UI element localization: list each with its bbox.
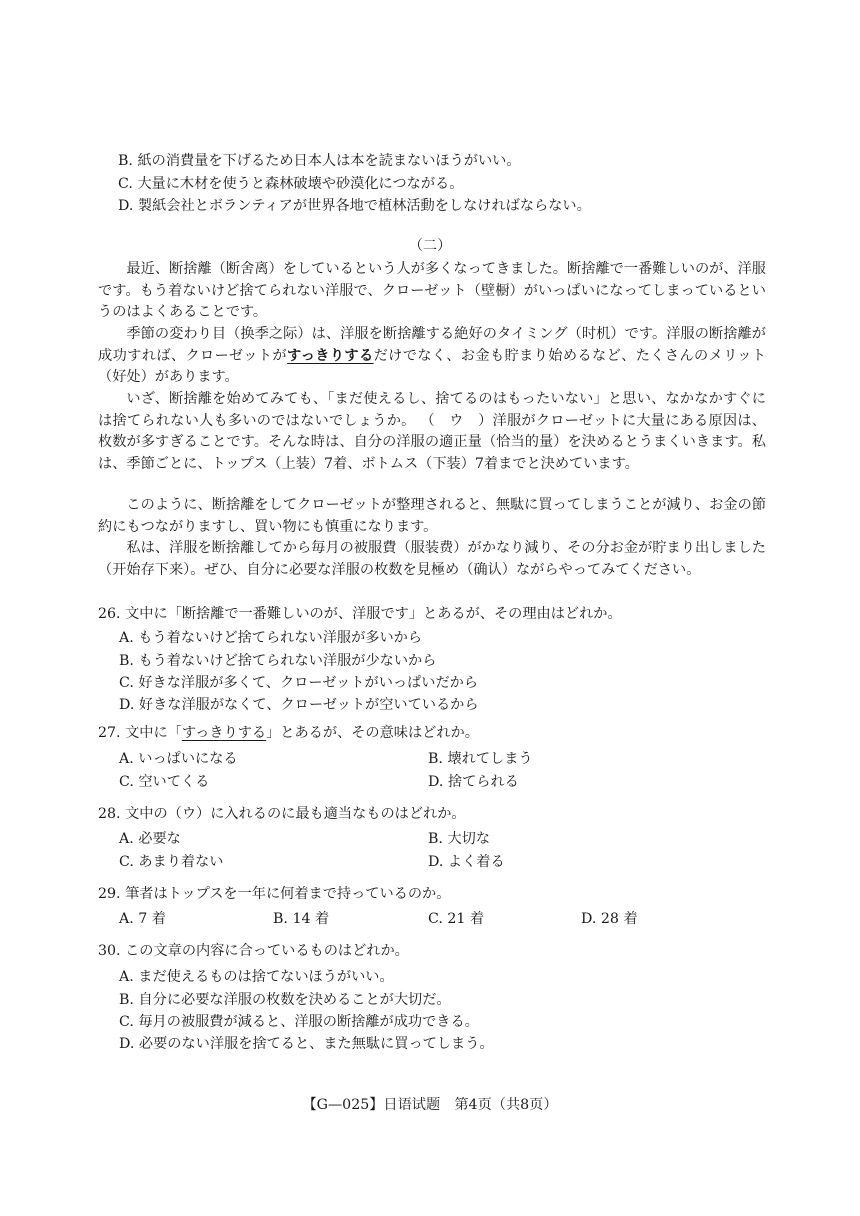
- q28-option-b: B. 大切な: [428, 831, 491, 847]
- underlined-phrase: すっきりする: [286, 347, 374, 364]
- question-30: 30. この文章の内容に合っているものはどれか。: [98, 943, 409, 959]
- question-26: 26. 文中に「断捨離で一番難しいのが、洋服です」とあるが、その理由はどれか。: [98, 606, 622, 622]
- q28-option-a: A. 必要な: [119, 831, 181, 847]
- q28-option-d: D. よく着る: [428, 854, 505, 870]
- paragraph-2-before: 季節の変わり目（换季之际）は、洋服を断捨離する絶好のタイミング（时机）です。洋服の断捨離が成功すれば、クローゼットが: [98, 326, 766, 364]
- q30-option-b: B. 自分に必要な洋服の枚数を決めることが大切だ。: [119, 992, 451, 1008]
- paragraph-4: このように、断捨離をしてクローゼットが整理されると、無駄に買ってしまうことが減り、お金の節約にもつながりますし、買い物にも慎重になります。: [98, 497, 766, 535]
- prev-option-c: C. 大量に木材を使うと森林破壊や砂漠化につながる。: [118, 176, 464, 192]
- q27-option-d: D. 捨てられる: [428, 774, 519, 790]
- section-title: （二）: [408, 238, 452, 254]
- q27-option-c: C. 空いてくる: [119, 774, 210, 790]
- paragraph-5: 私は、洋服を断捨離してから毎月の被服費（服装费）がかなり減り、その分お金が貯まり出しました（开始存下来）。ぜひ、自分に必要な洋服の枚数を見極め（确认）ながらやってみてください。: [98, 540, 766, 578]
- paragraph-3: いざ、断捨離を始めてみても、「まだ使えるし、捨てるのはもったいない」と思い、なかなかすぐには捨てられない人も多いのではないでしょうか。 （ ウ ）洋服がクローゼットに大量にある原因は、枚数が多すぎることです。そんな時は、自分の洋服の適正量（恰当的量）を決めるとうまくいきます。私は、季節ごとに、トップス（上装）7着、ボトムス（下装）7着までと決めています。: [98, 391, 766, 472]
- q27-option-b: B. 壊れてしまう: [428, 751, 533, 767]
- paragraph-2: [98, 324, 766, 389]
- q29-option-d: D. 28 着: [581, 911, 638, 927]
- q26-option-c: C. 好きな洋服が多くて、クローゼットがいっぱいだから: [119, 675, 479, 691]
- question-28: 28. 文中の（ウ）に入れるのに最も適当なものはどれか。: [98, 806, 466, 822]
- q29-option-c: C. 21 着: [428, 911, 485, 927]
- q27-stem-before: 27. 文中に「: [98, 725, 182, 741]
- q26-option-a: A. もう着ないけど捨てられない洋服が多いから: [119, 630, 423, 646]
- q27-stem-after: 」とあるが、その意味はどれか。: [266, 725, 479, 741]
- q30-option-a: A. まだ使えるものは捨てないほうがいい。: [119, 969, 394, 985]
- q29-option-a: A. 7 着: [119, 911, 166, 927]
- question-29: 29. 筆者はトップスを一年に何着まで持っているのか。: [98, 886, 451, 902]
- q26-option-d: D. 好きな洋服がなくて、クローゼットが空いているから: [119, 697, 479, 713]
- prev-option-d: D. 製紙会社とボランティアが世界各地で植林活動をしなければならない。: [118, 198, 591, 214]
- q30-option-c: C. 毎月の被服費が減ると、洋服の断捨離が成功できる。: [119, 1014, 479, 1030]
- q27-option-a: A. いっぱいになる: [119, 751, 238, 767]
- q28-option-c: C. あまり着ない: [119, 854, 224, 870]
- paragraph-1: 最近、断捨離（断舍离）をしているという人が多くなってきました。断捨離で一番難しいのが、洋服です。もう着ないけど捨てられない洋服で、クローゼット（壁橱）がいっぱいになってしまっているというのはよくあることです。: [98, 261, 766, 320]
- paragraph-2-after: だけでなく、お金も貯まり始めるなど、たくさんのメリット（好处）があります。: [98, 347, 766, 385]
- q26-option-b: B. もう着ないけど捨てられない洋服が少ないから: [119, 653, 437, 669]
- page-footer: 【G—025】日语试题 第4页（共8页）: [302, 1097, 558, 1113]
- q29-option-b: B. 14 着: [273, 911, 330, 927]
- q30-option-d: D. 必要のない洋服を捨てると、また無駄に買ってしまう。: [119, 1036, 494, 1052]
- q27-underlined-phrase: すっきりする: [181, 725, 267, 741]
- question-27: [98, 722, 479, 742]
- prev-option-b: B. 紙の消費量を下げるため日本人は本を読まないほうがいい。: [118, 153, 521, 169]
